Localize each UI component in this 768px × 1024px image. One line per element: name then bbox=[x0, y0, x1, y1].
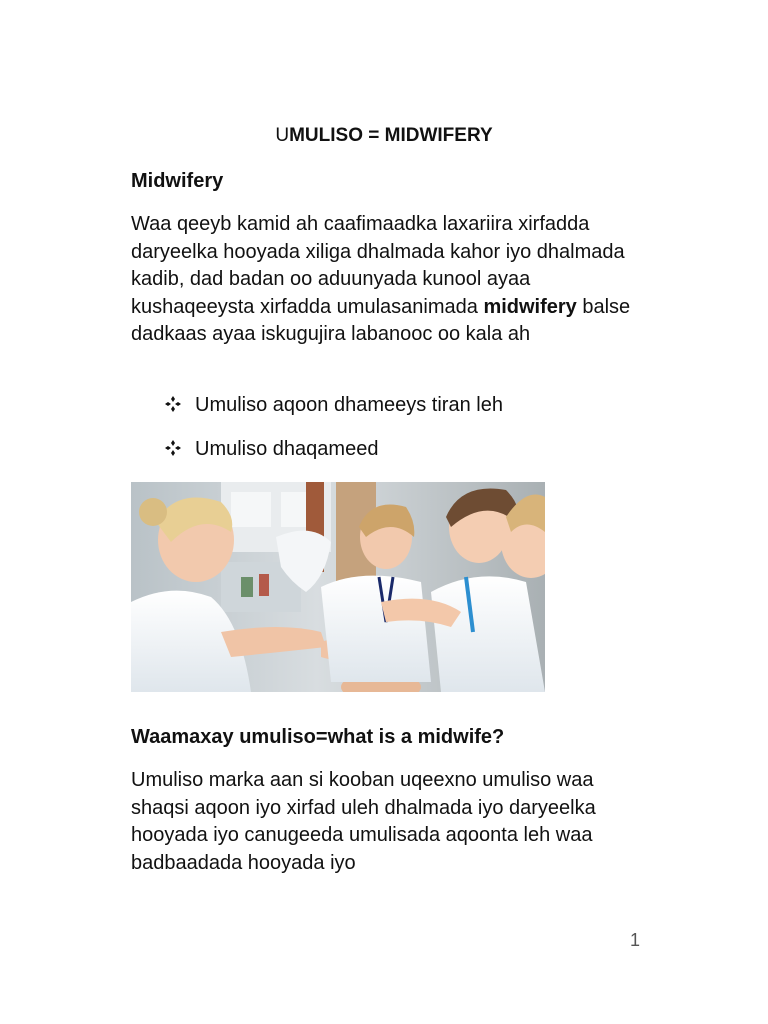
section-heading-midwifery: Midwifery bbox=[131, 170, 224, 192]
four-diamond-bullet-icon bbox=[165, 393, 181, 409]
intro-text-bold: midwifery bbox=[483, 295, 577, 318]
title-rest: MULISO = MIDWIFERY bbox=[289, 125, 493, 146]
four-diamond-bullet-icon bbox=[165, 437, 181, 453]
intro-paragraph bbox=[131, 211, 641, 349]
bullet-text: Umuliso dhaqameed bbox=[195, 438, 379, 460]
document-title bbox=[0, 123, 768, 149]
definition-paragraph: Umuliso marka aan si kooban uqeexno umuliso waa shaqsi aqoon iyo xirfad uleh dhalmada iyo daryeelka hooyada iyo canugeeda umulisada aqoonta leh waa badbaadada hooyada iyo bbox=[131, 769, 596, 874]
intro-text-part2: balse dadkaas ayaa iskugujira labanooc oo kala ah bbox=[131, 295, 631, 345]
bullet-item bbox=[165, 436, 378, 462]
bullet-item bbox=[165, 392, 503, 418]
intro-text-part1: Waa qeeyb kamid ah caafimaadka laxariira xirfadda daryeelka hooyada xiliga dhalmada kahor iyo dhalmada kadib, dad badan oo aduunyada kunool ayaa kushaqeeysta xirfadda umulasanimada bbox=[131, 213, 625, 318]
page-number: 1 bbox=[629, 930, 640, 950]
section-heading-what-is-midwife: Waamaxay umuliso=what is a midwife? bbox=[131, 726, 505, 748]
bullet-text: Umuliso aqoon dhameeys tiran leh bbox=[195, 394, 503, 416]
title-lead-letter: U bbox=[275, 125, 290, 146]
midwives-training-photo bbox=[131, 482, 545, 692]
